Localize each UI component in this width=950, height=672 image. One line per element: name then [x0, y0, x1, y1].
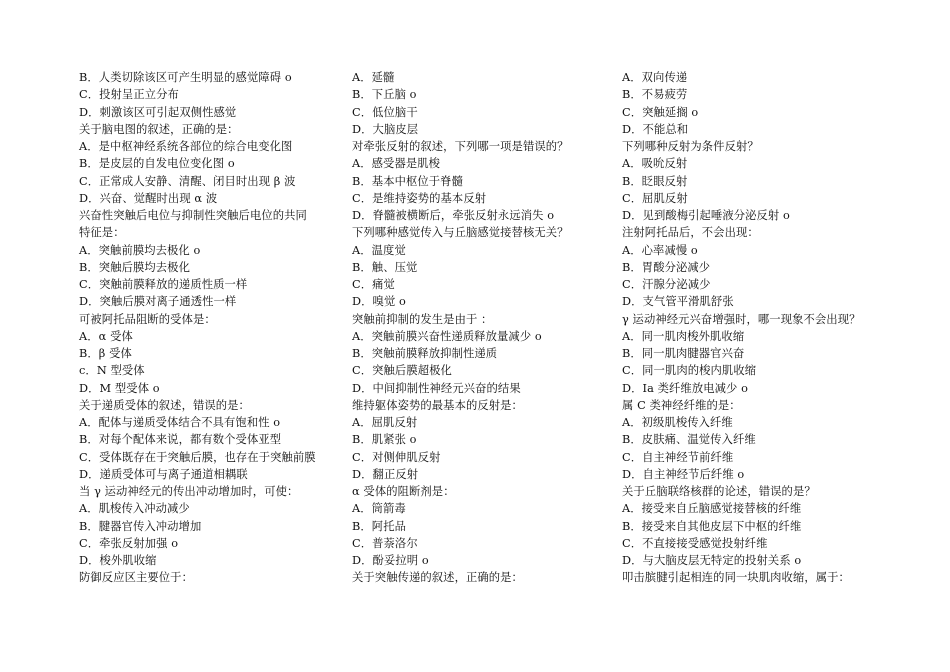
text-line: A．α 受体 — [79, 329, 133, 343]
text-line: D．与大脑皮层无特定的投射关系 o — [622, 554, 802, 567]
text-line: A．配体与递质受体结合不具有饱和性 o — [79, 416, 281, 429]
text-line: D．不能总和 — [622, 122, 689, 136]
column-middle — [352, 69, 610, 587]
text-line: A．感受器是肌梭 — [352, 157, 441, 171]
text-line: B．对每个配体来说，都有数个受体亚型 — [79, 433, 282, 447]
text-line: D．支气管平滑肌舒张 — [622, 295, 734, 309]
text-line: B．基本中枢位于脊髓 — [352, 174, 463, 188]
text-line: B．腱器官传入冲动增加 — [79, 519, 202, 533]
text-line: D．见到酸梅引起唾液分泌反射 o — [622, 209, 790, 222]
text-line: c．N 型受体 — [79, 364, 145, 378]
text-line: 维持躯体姿势的最基本的反射是： — [352, 398, 523, 412]
text-line: B．下丘脑 o — [352, 88, 417, 102]
text-line: C．低位脑干 — [352, 105, 418, 119]
text-line: 关于丘脑联络核群的论述，错误的是？ — [622, 485, 816, 498]
text-line: B．β 受体 — [79, 347, 132, 360]
text-line: A．吸吮反射 — [622, 157, 688, 171]
text-line: A．延髓 — [352, 71, 395, 84]
text-line: 注射阿托品后，不会出现： — [622, 226, 759, 240]
text-line: D．酚妥拉明 o — [352, 554, 429, 567]
text-line: 对牵张反射的叙述，下列哪一项是错误的？ — [352, 140, 569, 153]
text-line: A．同一肌肉梭外肌收缩 — [622, 329, 745, 343]
text-line: C．对侧伸肌反射 — [352, 450, 441, 464]
text-line: 特征是： — [79, 226, 125, 240]
text-line: 下列哪种反射为条件反射？ — [622, 140, 759, 153]
text-line: D．中间抑制性神经元兴奋的结果 — [352, 381, 521, 395]
text-line: D．兴奋、觉醒时出现 α 波 — [79, 191, 218, 205]
text-line: C．正常成人安静、清醒、闭目时出现 β 波 — [79, 174, 296, 188]
text-line: B．突触前膜释放抑制性递质 — [352, 347, 498, 360]
text-line: A．屈肌反射 — [352, 416, 418, 429]
text-line: C．突触后膜超极化 — [352, 364, 452, 378]
text-line: D．脊髓被横断后，牵张反射永远消失 o — [352, 209, 555, 222]
text-line: A．心率减慢 o — [622, 243, 698, 257]
text-line: B．眨眼反射 — [622, 174, 688, 188]
text-line: D．嗅觉 o — [352, 295, 406, 309]
text-line: D．刺激该区可引起双侧性感觉 — [79, 105, 237, 119]
text-line: 兴奋性突触后电位与抑制性突触后电位的共同 — [79, 209, 307, 222]
text-line: 下列哪种感觉传入与丘脑感觉接替核无关？ — [352, 226, 569, 240]
column-right — [622, 69, 892, 587]
text-line: D．Ia 类纤维放电减少 o — [622, 381, 749, 395]
text-line: B．同一肌肉腱器官兴奋 — [622, 347, 745, 360]
text-line: B．皮肤痛、温觉传入纤维 — [622, 433, 756, 447]
text-line: C．不直接接受感觉投射纤维 — [622, 536, 768, 550]
text-line: C．自主神经节前纤维 — [622, 450, 734, 464]
text-line: B．不易疲劳 — [622, 88, 688, 102]
text-line: C．普萘洛尔 — [352, 536, 418, 550]
text-line: C．投射呈正立分布 — [79, 88, 179, 102]
text-line: B．胃酸分泌减少 — [622, 260, 711, 274]
text-line: A．筒箭毒 — [352, 502, 406, 516]
text-line: B．突触后膜均去极化 — [79, 260, 190, 274]
text-line: A．双向传递 — [622, 71, 688, 84]
text-line: 属 C 类神经纤维的是： — [622, 398, 741, 412]
text-line: A．接受来自丘脑感觉接替核的纤维 — [622, 502, 802, 516]
text-line: D．翻正反射 — [352, 467, 419, 481]
text-line: 关于脑电图的叙述，正确的是： — [79, 122, 239, 136]
text-line: D．自主神经节后纤维 o — [622, 467, 745, 481]
text-line: C．突触前膜释放的递质性质一样 — [79, 278, 248, 291]
text-line: C．牵张反射加强 o — [79, 536, 179, 550]
text-line: B．阿托品 — [352, 519, 406, 533]
text-line: C．同一肌肉的梭内肌收缩 — [622, 364, 757, 378]
text-line: A．初级肌梭传入纤维 — [622, 416, 733, 429]
text-line: A．温度觉 — [352, 243, 406, 257]
text-line: 关于递质受体的叙述，错误的是： — [79, 398, 250, 412]
text-line: B．触、压觉 — [352, 260, 418, 274]
text-line: 叩击膑腱引起相连的同一块肌肉收缩，属于： — [622, 571, 850, 585]
column-left — [79, 69, 341, 587]
text-line: B．接受来自其他皮层下中枢的纤维 — [622, 519, 802, 533]
text-line: 可被阿托品阻断的受体是： — [79, 312, 216, 326]
text-line: 防御反应区主要位于： — [79, 571, 193, 585]
text-line: γ 运动神经元兴奋增强时，哪一现象不会出现？ — [622, 312, 861, 326]
text-line: D．突触后膜对离子通透性一样 — [79, 295, 237, 309]
text-line: A．肌梭传入冲动减少 — [79, 502, 190, 516]
text-line: 关于突触传递的叙述，正确的是： — [352, 571, 523, 585]
text-line: D．递质受体可与离子通道相耦联 — [79, 467, 248, 481]
text-line: C．屈肌反射 — [622, 191, 688, 205]
text-line: B．人类切除该区可产生明显的感觉障碍 o — [79, 71, 292, 84]
text-line: D．梭外肌收缩 — [79, 554, 157, 567]
text-line: C．痛觉 — [352, 278, 395, 291]
text-line: C．突触延搁 o — [622, 105, 699, 119]
text-line: 突触前抑制的发生是由于 ： — [352, 312, 493, 326]
text-line: D．大脑皮层 — [352, 122, 419, 136]
text-line: A．突触前膜均去极化 o — [79, 243, 201, 257]
text-line: C．是维持姿势的基本反射 — [352, 191, 487, 205]
text-line: C．受体既存在于突触后膜，也存在于突触前膜 — [79, 450, 316, 464]
text-line: A．突触前膜兴奋性递质释放量减少 o — [352, 329, 542, 343]
text-line: C．汗腺分泌减少 — [622, 278, 711, 291]
text-line: α 受体的阻断剂是： — [352, 485, 455, 498]
text-line: D．M 型受体 o — [79, 381, 160, 395]
text-line: B．是皮层的自发电位变化图 o — [79, 157, 235, 171]
text-line: B．肌紧张 o — [352, 433, 417, 447]
text-line: 当 γ 运动神经元的传出冲动增加时，可使： — [79, 485, 299, 498]
text-line: A．是中枢神经系统各部位的综合电变化图 — [79, 140, 293, 153]
